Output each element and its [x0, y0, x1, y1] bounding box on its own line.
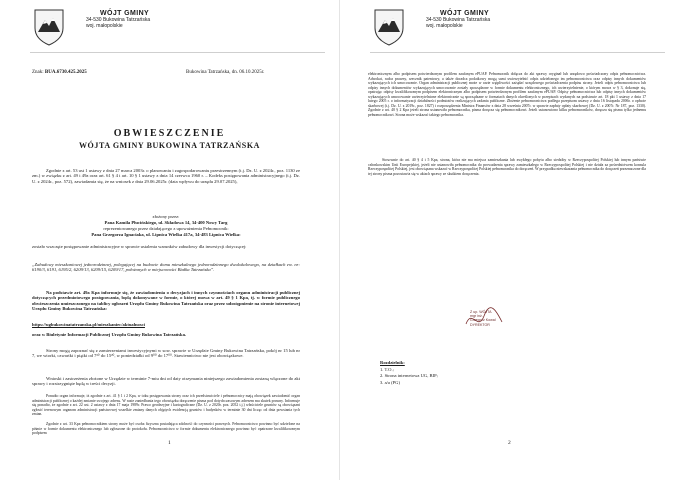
distribution-item: 2. Strona internetowa UG, BIP;	[380, 373, 438, 379]
org-address: 34-530 Bukowina Tatrzańska	[426, 17, 491, 23]
stamp-line-2: mgr inż.	[470, 314, 483, 319]
stamp-line-3: Grzegorz Kowal	[470, 318, 496, 323]
intro-paragraph: Zgodnie z art. 53 ust 1 ustawy z dnia 27 marca 2003r. o planowaniu i zagospodarowaniu przestrzennym (t.j. Dz. U. z 2024r., poz. 1130 ze zm.) w związku z art. 49 i 49a oraz art. 61 § 4 i art. 10 § 1 ustawy z dnia 14 czerwca 1960 r. – Kodeks postępowania administracyjnego (t.j. Dz. U. z 2024r., poz. 572), zawiadamia się, że na wniosek z dnia 29.06.2025r. (data wpływu do urzędu 29.07.2025),	[32, 168, 300, 184]
legal-notice-paragraph: Na podstawie art. 49a Kpa informuje się, że zawiadomienia o decyzjach i innych czynnościach organu administracji publicznej dotyczących przedmiotowego postępowania, będą dokonywane w formie, o której mowa w art. 49 § 1 Kpa, tj. w formie publicznego obwieszczenia umieszczonego na tablicy ogłoszeń Urzędu Gminy Bukowina Tatrzańska oraz przez udostępnienie na stronie internetowej Urzędu Gminy Bukowina Tatrzańska:	[32, 290, 300, 311]
attorney-paragraph-continued: elektronicznym albo podpisem potwierdzonym profilem zaufanym ePUAP. Pełnomocnik dołącza do akt sprawy oryginał lub urzędowo poświadczony odpis pełnomocnictwa. Adwokat, radca prawny, rzecznik patentowy, a także doradca podatkowy mogą sami uwierzytelnić odpis udzielonego im pełnomocnictwa oraz odpisy innych dokumentów wykazujących ich umocowanie. Organ administracji publicznej może w razie wątpliwości zażądać urzędowego poświadczenia podpisu strony. Jeżeli odpis pełnomocnictwa lub odpisy innych dokumentów wykazujących umocowanie zostały sporządzone w formie dokumentu elektronicznego, ich uwierzytelnienie, o którym mowa w § 3, dokonuje się, opatrując odpisy kwalifikowanym podpisem elektronicznym albo podpisem potwierdzonym profilem zaufanym ePUAP. Odpisy pełnomocnictwa lub odpisy innych dokumentów wykazujących umocowanie uwierzytelnione elektronicznie są sporządzane w formatach danych określonych w przepisach wydanych na podstawie art. 18 pkt 1 ustawy z dnia 17 lutego 2005 r. o informatyzacji działalności podmiotów realizujących zadania publiczne. Złożenie pełnomocnictwa podlega przepisom ustawy z dnia 16 listopada 2006r. o opłacie skarbowej (t.j. Dz. U. z 2019r., poz. 1827) i rozporządzenia Ministra Finansów z dnia 28 września 2007r. w sprawie zapłaty opłaty skarbowej (Dz. U. z 2007r. Nr 187, poz. 1330). Zgodnie z art. 40 § 2 Kpa jeżeli strona ustanowiła pełnomocnika, pisma doręcza się pełnomocnikowi. Jeżeli ustanowiono kilku pełnomocników, doręcza się pisma tylko jednemu pełnomocnikowi. Strona może wskazać takiego pełnomocnika.	[368, 72, 646, 117]
letterhead-text	[414, 10, 490, 29]
document-subtitle: WÓJTA GMINY BUKOWINA TATRZAŃSKA	[78, 141, 261, 150]
investment-description: „Zabudowy mieszkaniowej jednorodzinnej, polegającej na budowie domu mieszkalnego jednorodzinnego dwulokalowego, na działkach ew. nr: 6190/3, 6191, 6195/2, 6209/13, 6209/15, 6209/17, położonych w miejscowości Białka Tatrzańska”.	[32, 262, 300, 273]
bip-notice: oraz w Biuletynie Informacji Publicznej Urzędu Gminy Bukowina Tatrzańska.	[32, 332, 187, 337]
representative-intro: reprezentowanego przez działającego z upoważnienia Pełnomocnik:	[103, 226, 229, 231]
address-change-paragraph: Ponadto organ informuje, iż zgodnie z art. 41 § 1 i 2 Kpa, w toku postępowania strony oraz ich przedstawiciele i pełnomocnicy mają obowiązek zawiadomić organ administracji publicznej o każdej zmianie swojego adresu. W razie zaniedbania tego obowiązku doręczenie pisma pod dotychczasowym adresem ma skutek prawny. Informuje się ponadto, że zgodnie z art. 22 ust. 2 ustawy z dnia 17 maja 1989r. Prawo geodezyjne i kartograficzne (Dz. U. z 2020r. poz. 2052 t.j.) właściciele gruntów są obowiązani zgłosić terenowym organom administracji państwowej wszelkie zmiany danych objętych ewidencją gruntów i budynków w terminie 30 dni licząc od dnia powstania tych zmian.	[32, 394, 300, 416]
document-page-2	[340, 0, 679, 480]
signature-stamp	[462, 304, 506, 336]
page-number: 1	[168, 440, 171, 446]
coat-of-arms-icon	[372, 8, 406, 46]
letterhead	[372, 8, 632, 50]
document-title: OBWIESZCZENIE	[113, 128, 226, 139]
reference-label: Znak:	[32, 70, 44, 75]
org-region: woj. małopolskie	[426, 23, 463, 30]
document-page-1	[0, 0, 339, 480]
foreign-party-paragraph: Stosownie do art. 40 § 4 i 5 Kpa, strona, która nie ma miejsca zamieszkania lub zwykłego pobytu albo siedziby w Rzeczypospolitej Polskiej lub innym państwie członkowskim Unii Europejskiej, jeżeli nie ustanowiła pełnomocnika do prowadzenia sprawy zamieszkałego w Rzeczypospolitej Polskiej i nie działa za pośrednictwem konsula Rzeczypospolitej Polskiej, jest obowiązana wskazać w Rzeczypospolitej Polskiej pełnomocnika do doręczeń. W przypadku niewskazania pełnomocnika do doręczeń przeznaczone dla tej strony pisma pozostawia się w aktach sprawy ze skutkiem doręczenia.	[368, 158, 646, 176]
org-address: 34-530 Bukowina Tatrzańska	[86, 17, 151, 23]
org-name: WÓJT GMINY	[440, 10, 490, 17]
letterhead	[32, 8, 292, 50]
representative-name: Pana Grzegorza Ignaciaka, ul. Lipnica Wielka 417a, 34-483 Lipnica Wielka:	[91, 232, 241, 237]
municipality-website-link[interactable]: https://ugbukowinatatrzanska.pl/mieszkaniec/aktualnosci	[32, 322, 145, 327]
place-date: Bukowina Tatrzańska, dn. 06.10.2025r.	[186, 70, 265, 75]
requests-paragraph: Wnioski i zastrzeżenia złożone w Urzędzie w terminie 7-miu dni od daty otrzymania niniejszego zawiadomienia zostaną włączone do akt sprawy i rozstrzygnięte będą w treści decyzji.	[32, 376, 300, 387]
applicant-intro: złożony przez:	[152, 214, 180, 219]
stamp-line-1: Z up. WÓJTA	[470, 310, 492, 314]
stamp-text	[470, 310, 496, 327]
coat-of-arms-icon	[32, 8, 66, 46]
stamp-line-4: DYREKTOR	[470, 322, 490, 327]
org-region: woj. małopolskie	[86, 23, 123, 30]
header-divider	[370, 52, 665, 53]
page-number: 2	[508, 440, 511, 446]
distribution-list	[380, 360, 438, 386]
parties-paragraph: Strony mogą zapoznać się z zamierzeniami inwestycyjnymi w sow. sprawie w Urzędzie Gminy Bukowina Tatrzańska, pokój nr 15 lub nr 7, we wtorki, czwartki i piątki od 7³⁰ do 15³⁰, w poniedziałki od 9⁰⁰ do 17⁰⁰. Stawiennictwo nie jest obowiązkowe.	[32, 348, 300, 359]
attorney-paragraph: Zgodnie z art. 33 Kpa pełnomocnikiem strony może być osoba fizyczna posiadająca zdolność do czynności prawnych. Pełnomocnictwo powinno być udzielone na piśmie w formie dokumentu elektronicznego lub zgłoszone do protokołu. Pełnomocnictwo w formie dokumentu elektronicznego powinno być opatrzone kwalifikowanym podpisem	[32, 422, 300, 435]
distribution-item: 1. T.O.;	[380, 366, 394, 372]
org-name: WÓJT GMINY	[100, 10, 150, 17]
distribution-item: 3. a/a (PG)	[380, 379, 401, 385]
initiated-paragraph: zostało wszczęte postępowanie administracyjne w sprawie ustalenia warunków zabudowy dla inwestycji dotyczącej:	[32, 244, 247, 249]
header-divider	[30, 52, 325, 53]
distribution-title: Rozdzielnik:	[380, 360, 405, 365]
applicant-name: Pana Kamila Płucińskiego, ul. Składowa 14, 34-400 Nowy Targ	[104, 220, 228, 225]
letterhead-text	[74, 10, 150, 29]
reference-number	[32, 70, 87, 75]
reference-value: BUA.6730.425.2025	[44, 70, 87, 75]
